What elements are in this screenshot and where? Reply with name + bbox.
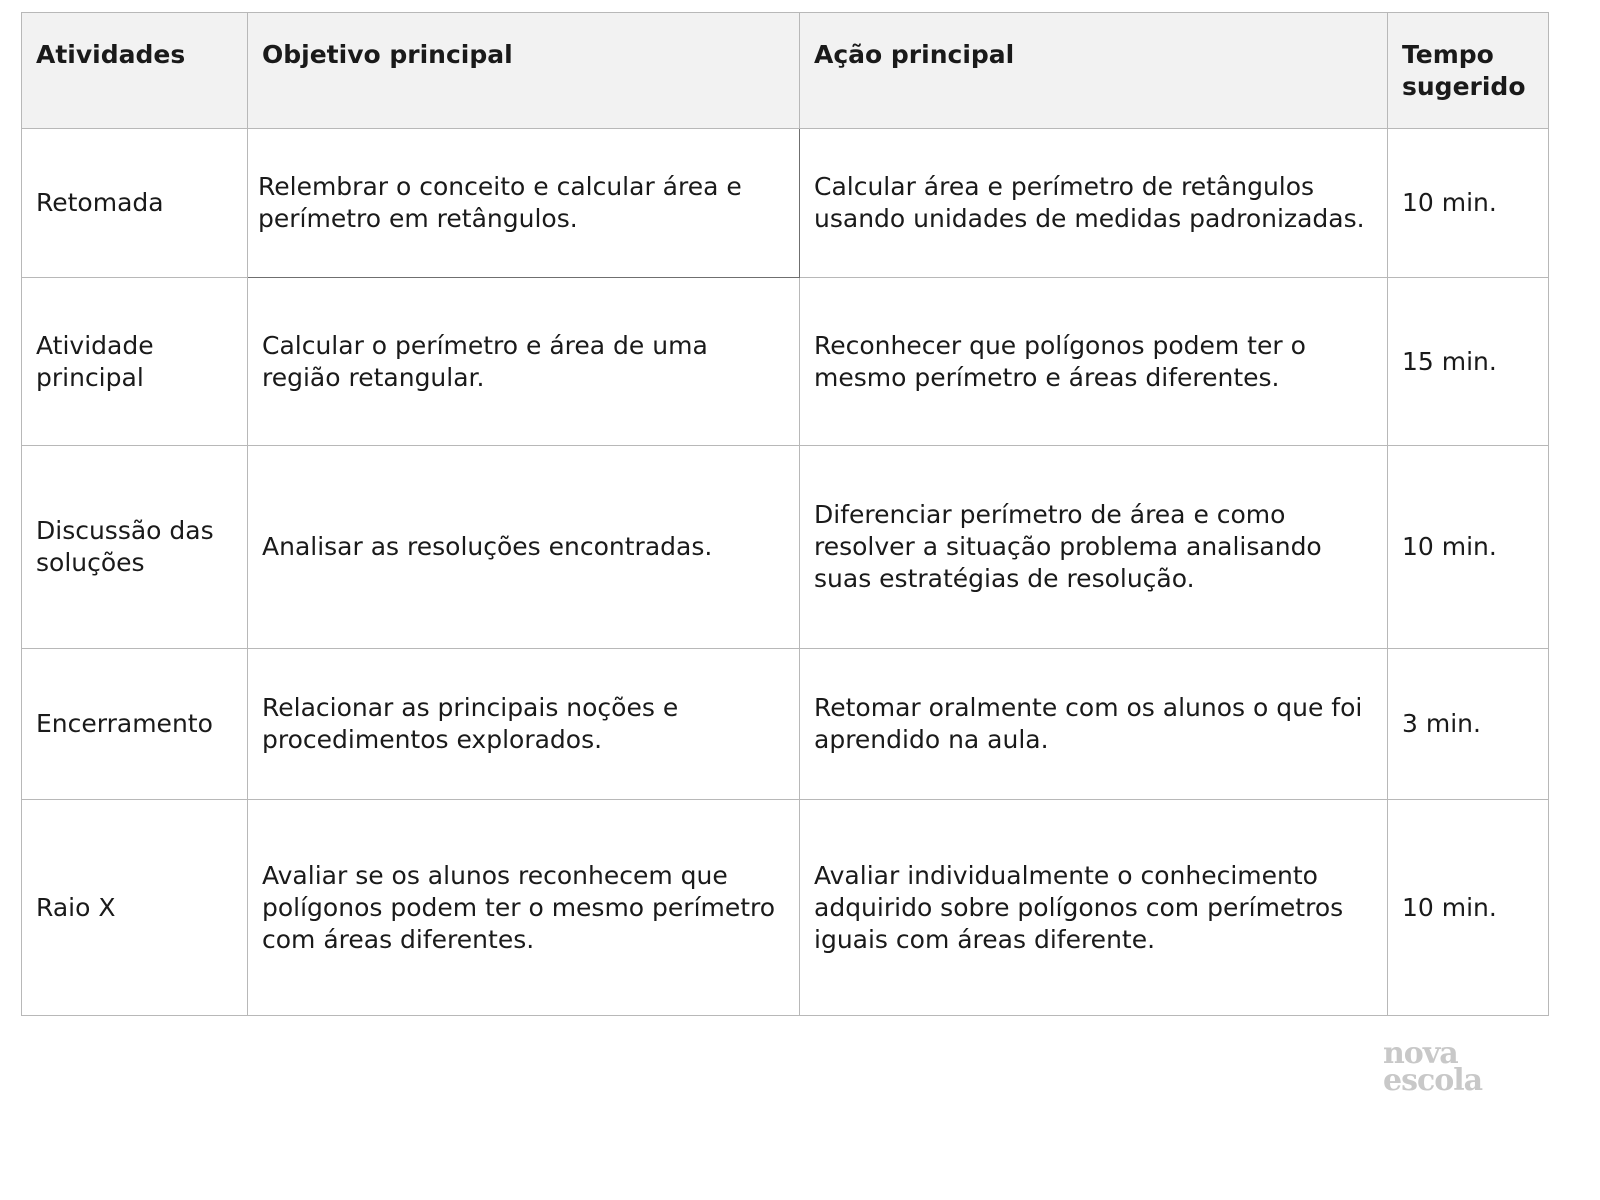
cell-acao: Avaliar individualmente o conhecimento adquirido sobre polígonos com perímetros iguais com áreas diferente. [800,800,1388,1016]
header-atividades: Atividades [22,13,248,129]
table-row [22,649,1549,800]
cell-atividade: Encerramento [22,649,248,800]
logo-line-escola: escola [1383,1063,1483,1098]
table-row [22,278,1549,446]
cell-acao: Retomar oralmente com os alunos o que foi aprendido na aula. [800,649,1388,800]
header-tempo: Tempo sugerido [1388,13,1549,129]
cell-objetivo: Analisar as resoluções encontradas. [248,446,800,649]
cell-tempo: 15 min. [1388,278,1549,446]
cell-atividade: Raio X [22,800,248,1016]
cell-tempo: 10 min. [1388,446,1549,649]
header-row [22,13,1549,129]
cell-acao: Diferenciar perímetro de área e como resolver a situação problema analisando suas estratégias de resolução. [800,446,1388,649]
cell-objetivo: Relembrar o conceito e calcular área e perímetro em retângulos. [248,129,800,278]
table-body [22,129,1549,1016]
cell-tempo: 10 min. [1388,800,1549,1016]
cell-atividade: Retomada [22,129,248,278]
cell-objetivo: Calcular o perímetro e área de uma região retangular. [248,278,800,446]
cell-tempo: 10 min. [1388,129,1549,278]
lesson-plan-table [21,12,1549,1016]
table-header [22,13,1549,129]
cell-acao: Reconhecer que polígonos podem ter o mesmo perímetro e áreas diferentes. [800,278,1388,446]
table-row [22,446,1549,649]
cell-objetivo: Avaliar se os alunos reconhecem que polígonos podem ter o mesmo perímetro com áreas diferentes. [248,800,800,1016]
cell-objetivo: Relacionar as principais noções e procedimentos explorados. [248,649,800,800]
table-row [22,129,1549,278]
logo-line-nova: nova [1383,1036,1458,1071]
cell-atividade: Atividade principal [22,278,248,446]
nova-escola-logo [1383,1036,1483,1098]
header-acao: Ação principal [800,13,1388,129]
header-objetivo: Objetivo principal [248,13,800,129]
cell-acao: Calcular área e perímetro de retângulos usando unidades de medidas padronizadas. [800,129,1388,278]
table-row [22,800,1549,1016]
cell-tempo: 3 min. [1388,649,1549,800]
cell-atividade: Discussão das soluções [22,446,248,649]
